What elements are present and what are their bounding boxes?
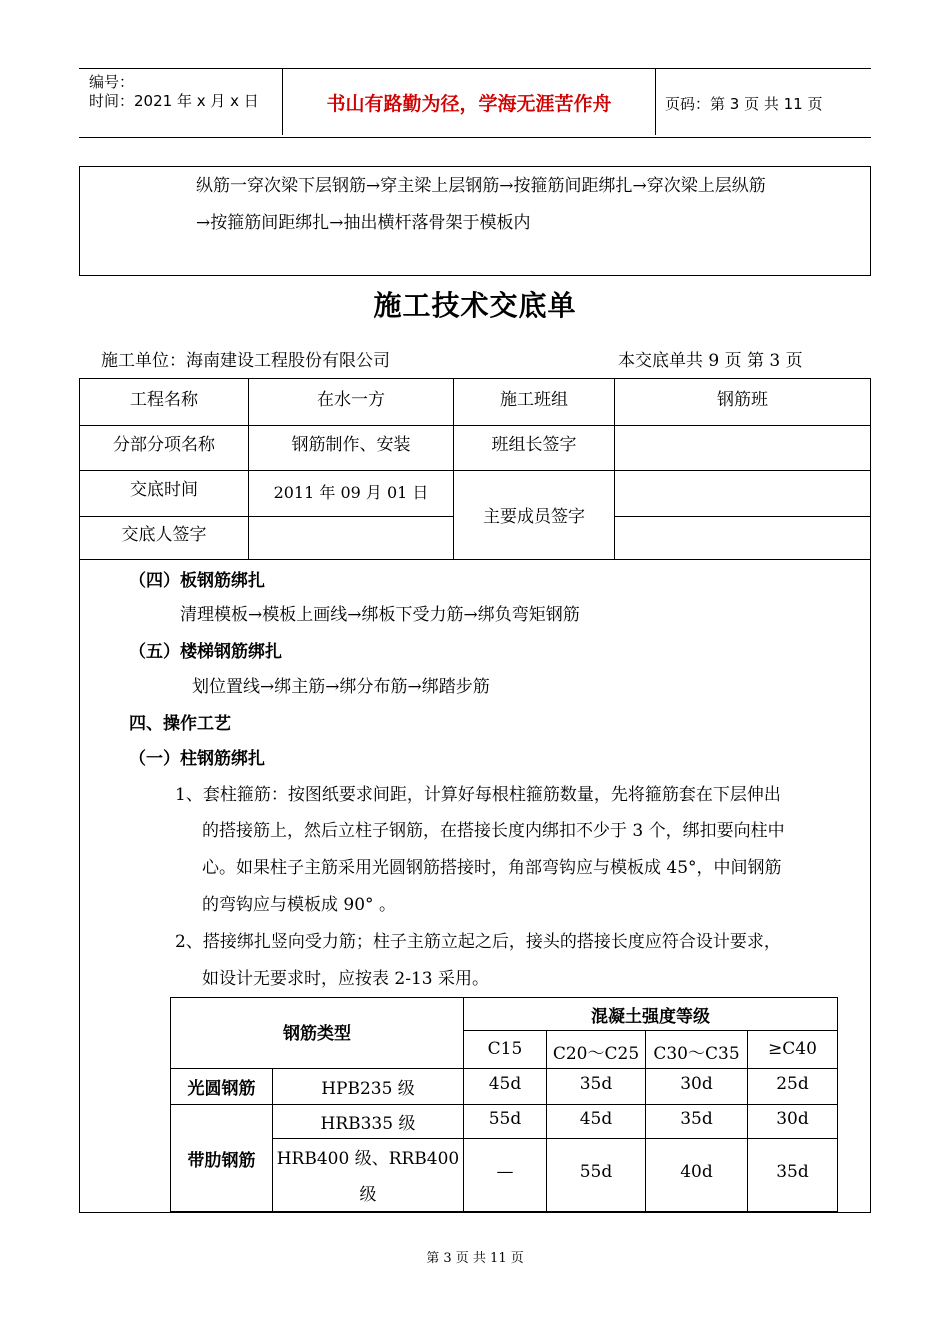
page-footer: 第 3 页 共 11 页 (426, 1251, 524, 1266)
header-motto: 书山有路勤为径，学海无涯苦作舟 (282, 69, 656, 135)
lap-length-cell: 45d (488, 1074, 522, 1094)
grade-header: C30～C35 (653, 1044, 740, 1064)
lap-length-cell: 35d (579, 1074, 613, 1094)
lap-length-cell: 45d (579, 1109, 613, 1129)
concrete-grade-header: 混凝土强度等级 (591, 1007, 710, 1027)
team-label: 施工班组 (500, 390, 568, 410)
heading-slab-binding: （四）板钢筋绑扎 (129, 571, 265, 591)
time-label: 时间：2021 年 x 月 x 日 (89, 92, 259, 110)
lap-length-cell: 30d (680, 1074, 713, 1094)
discloser-sign-label: 交底人签字 (121, 525, 207, 545)
info-table (79, 378, 871, 560)
lap-length-cell: 35d (680, 1109, 713, 1129)
serial-label: 编号： (89, 73, 135, 91)
project-name-label: 工程名称 (130, 390, 198, 410)
construction-company: 施工单位：海南建设工程股份有限公司 (101, 351, 390, 371)
date-value: 2011 年 09 月 01 日 (273, 483, 429, 502)
lap-length-cell: 55d (579, 1162, 613, 1182)
rebar-type-cell: HRB335 级 (320, 1114, 416, 1134)
grade-header: C20～C25 (552, 1044, 640, 1064)
project-name-value: 在水一方 (317, 390, 385, 410)
document-title: 施工技术交底单 (373, 289, 577, 322)
page-header (79, 68, 871, 138)
team-value: 钢筋班 (717, 390, 768, 410)
lap-length-cell: 25d (776, 1074, 809, 1094)
members-sign-label: 主要成员签字 (483, 507, 585, 527)
lap-length-table (170, 997, 838, 1212)
lap-length-cell: 30d (776, 1109, 809, 1129)
rebar-type-cell: HPB235 级 (321, 1079, 415, 1099)
paragraph-1-line-4: 的弯钩应与模板成 90° 。 (202, 895, 396, 915)
header-left (89, 73, 259, 111)
header-page-label: 页码：第 3 页 共 11 页 (665, 95, 823, 113)
heading-stair-binding: （五）楼梯钢筋绑扎 (129, 642, 282, 662)
slab-binding-flow: 清理模板→模板上画线→绑板下受力筋→绑负弯矩钢筋 (180, 605, 580, 625)
heading-column-binding: （一）柱钢筋绑扎 (129, 749, 265, 769)
rebar-type-header: 钢筋类型 (283, 1024, 351, 1044)
rebar-group-ribbed: 带肋钢筋 (187, 1151, 256, 1171)
grade-header: ≥C40 (768, 1039, 817, 1059)
heading-operation-process: 四、操作工艺 (129, 714, 231, 734)
continuation-box (79, 166, 871, 276)
paragraph-1-line-1: 1、套柱箍筋：按图纸要求间距，计算好每根柱箍筋数量，先将箍筋套在下层伸出 (175, 785, 781, 805)
lap-length-cell: — (496, 1162, 514, 1182)
beam-flow-line-1: 纵筋一穿次梁下层钢筋→穿主梁上层钢筋→按箍筋间距绑扎→穿次梁上层纵筋 (196, 176, 766, 196)
sheet-page-count: 本交底单共 9 页 第 3 页 (618, 351, 803, 371)
rebar-group-plain: 光圆钢筋 (187, 1079, 256, 1099)
paragraph-1-line-2: 的搭接筋上，然后立柱子钢筋，在搭接长度内绑扣不少于 3 个，绑扣要向柱中 (202, 821, 785, 841)
rebar-type-cell-continued: 级 (359, 1185, 377, 1205)
lap-length-cell: 35d (776, 1162, 809, 1182)
grade-header: C15 (487, 1039, 523, 1059)
rebar-type-cell: HRB400 级、RRB400 (276, 1149, 460, 1169)
paragraph-2-line-1: 2、搭接绑扎竖向受力筋；柱子主筋立起之后，接头的搭接长度应符合设计要求， (175, 932, 781, 952)
item-value: 钢筋制作、安装 (291, 435, 411, 455)
beam-flow-line-2: →按箍筋间距绑扎→抽出横杆落骨架于模板内 (196, 213, 531, 233)
lap-length-cell: 40d (680, 1162, 713, 1182)
date-label: 交底时间 (130, 480, 198, 500)
item-label: 分部分项名称 (113, 435, 215, 455)
leader-sign-label: 班组长签字 (491, 435, 577, 455)
stair-binding-flow: 划位置线→绑主筋→绑分布筋→绑踏步筋 (192, 677, 490, 697)
paragraph-1-line-3: 心。如果柱子主筋采用光圆钢筋搭接时，角部弯钩应与模板成 45°，中间钢筋 (202, 858, 782, 878)
lap-length-cell: 55d (488, 1109, 522, 1129)
paragraph-2-line-2: 如设计无要求时，应按表 2-13 采用。 (202, 969, 489, 989)
